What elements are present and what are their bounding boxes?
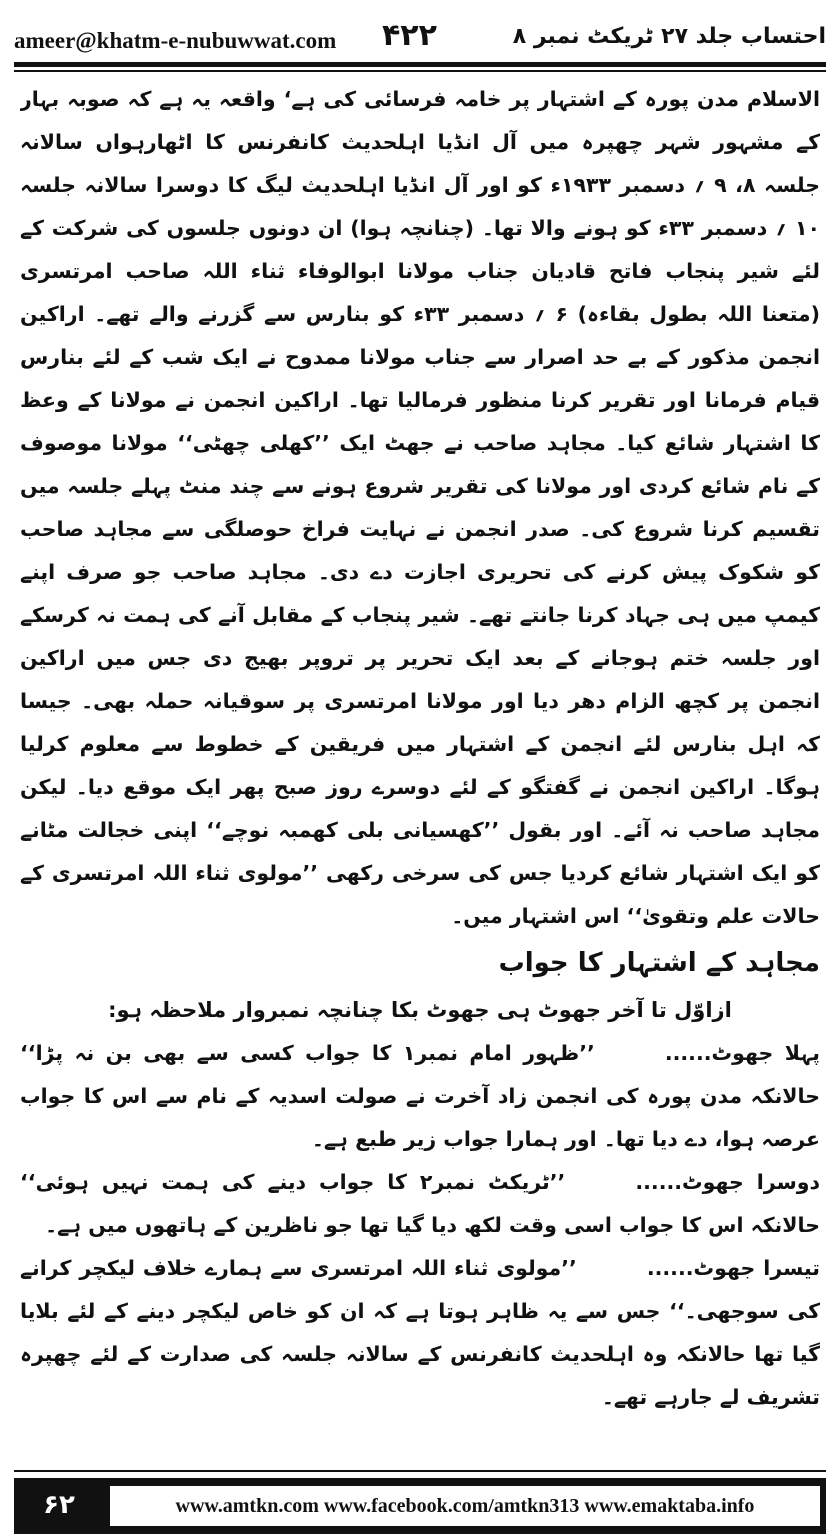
lie-text: ’’ٹریکٹ نمبر۲ کا جواب دینے کی ہمت نہیں ہوئی‘‘ حالانکہ اس کا جواب اسی وقت لکھ دیا گیا تھا جو ناظرین کے ہاتھوں میں ہے۔ xyxy=(20,1170,820,1237)
lie-text: ’’مولوی ثناء اللہ امرتسری سے ہمارے خلاف لیکچر کرانے کی سوجھی۔‘‘ جس سے یہ ظاہر ہوتا ہے کہ ان کو خاص لیکچر دینے کے لئے بلایا گیا تھا حالانکہ وہ اہلحدیث کانفرنس کے سالانہ جلسہ کی صدارت کے لئے چھپرہ تشریف لے جارہے تھے۔ xyxy=(20,1256,820,1409)
header-rule-thin xyxy=(14,70,826,72)
section-heading: مجاہد کے اشتہار کا جواب xyxy=(498,948,820,978)
header-rule-thick xyxy=(14,62,826,67)
lie-item xyxy=(20,1032,820,1161)
page-footer xyxy=(0,1470,840,1540)
header-title: احتساب جلد ۲۷ ٹریکٹ نمبر ۸ xyxy=(512,24,826,49)
lie-label: پہلا جھوٹ...... xyxy=(664,1041,820,1065)
lie-item xyxy=(20,1161,820,1247)
lie-item xyxy=(20,1247,820,1419)
footer-rule xyxy=(14,1470,826,1472)
page-header xyxy=(0,0,840,70)
footer-page-number: ۶۲ xyxy=(24,1484,94,1526)
lie-label: تیسرا جھوٹ...... xyxy=(646,1256,820,1280)
section-subheading: ازاوّل تا آخر جھوٹ ہی جھوٹ بکا چنانچہ نمبروار ملاحظہ ہو: xyxy=(108,998,732,1022)
header-page-number: ۴۲۲ xyxy=(382,18,437,53)
page-body xyxy=(20,78,820,1458)
lie-label: دوسرا جھوٹ...... xyxy=(635,1170,820,1194)
intro-paragraph: الاسلام مدن پورہ کے اشتہار پر خامہ فرسائی کی ہے‘ واقعہ یہ ہے کہ صوبہ بہار کے مشہور شہر چھپرہ میں آل انڈیا اہلحدیث کانفرنس کا اٹھارہواں سالانہ جلسہ ۸، ۹ ؍ دسمبر ۱۹۳۳ء کو اور آل انڈیا اہلحدیث لیگ کا دوسرا سالانہ جلسہ ۱۰ ؍ دسمبر ۳۳ء کو ہونے والا تھا۔ (چنانچہ ہوا) ان دونوں جلسوں کی شرکت کے لئے شیر پنجاب فاتح قادیان جناب مولانا ابوالوفاء ثناء اللہ صاحب امرتسری (متعنا اللہ بطول بقاءہ) ۶ ؍ دسمبر ۳۳ء کو بنارس سے گزرنے والے تھے۔ اراکین انجمن مذکور کے بے حد اصرار سے جناب مولانا ممدوح نے ایک شب کے لئے بنارس قیام فرمانا اور تقریر کرنا منظور فرمالیا تھا۔ اراکین انجمن نے مولانا کے وعظ کا اشتہار شائع کیا۔ مجاہد صاحب نے جھٹ ایک ’’کھلی چھٹی‘‘ مولانا موصوف کے نام شائع کردی اور مولانا کی تقریر شروع ہونے سے چند منٹ پہلے جلسہ میں تقسیم کرنا شروع کی۔ صدر انجمن نے نہایت فراخ حوصلگی سے مجاہد صاحب کو شکوک پیش کرنے کی تحریری اجازت دے دی۔ مجاہد صاحب جو صرف اپنے کیمپ میں ہی جہاد کرنا جانتے تھے۔ شیر پنجاب کے مقابل آنے کی ہمت نہ کرسکے اور جلسہ ختم ہوجانے کے بعد ایک تحریر پر تروپر بھیج دی جس میں اراکین انجمن پر کچھ الزام دھر دیا اور مولانا امرتسری پر سوقیانہ حملہ بھی۔ جیسا کہ اہل بنارس لئے انجمن کے اشتہار میں فریقین کے خطوط سے معلوم کرلیا ہوگا۔ اراکین انجمن نے گفتگو کے لئے دوسرے روز صبح پھر ایک موقع دیا۔ لیکن مجاہد صاحب نہ آئے۔ اور بقول ’’کھسیانی بلی کھمبہ نوچے‘‘ اپنی خجالت مٹانے کو ایک اشتہار شائع کردیا جس کی سرخی رکھی ’’مولوی ثناء اللہ امرتسری کے حالات علم وتقویٰ‘‘ اس اشتہار میں۔ xyxy=(20,87,820,928)
footer-links: www.amtkn.com www.facebook.com/amtkn313 www.emaktaba.info xyxy=(110,1486,820,1526)
header-email: ameer@khatm-e-nubuwwat.com xyxy=(14,28,337,53)
lie-text: ’’ظہور امام نمبر۱ کا جواب کسی سے بھی بن نہ پڑا‘‘ حالانکہ مدن پورہ کی انجمن زاد آخرت نے صولت اسدیہ کے نام سے اس کا جواب عرصہ ہوا، دے دیا تھا۔ اور ہمارا جواب زیر طبع ہے۔ xyxy=(20,1041,820,1151)
